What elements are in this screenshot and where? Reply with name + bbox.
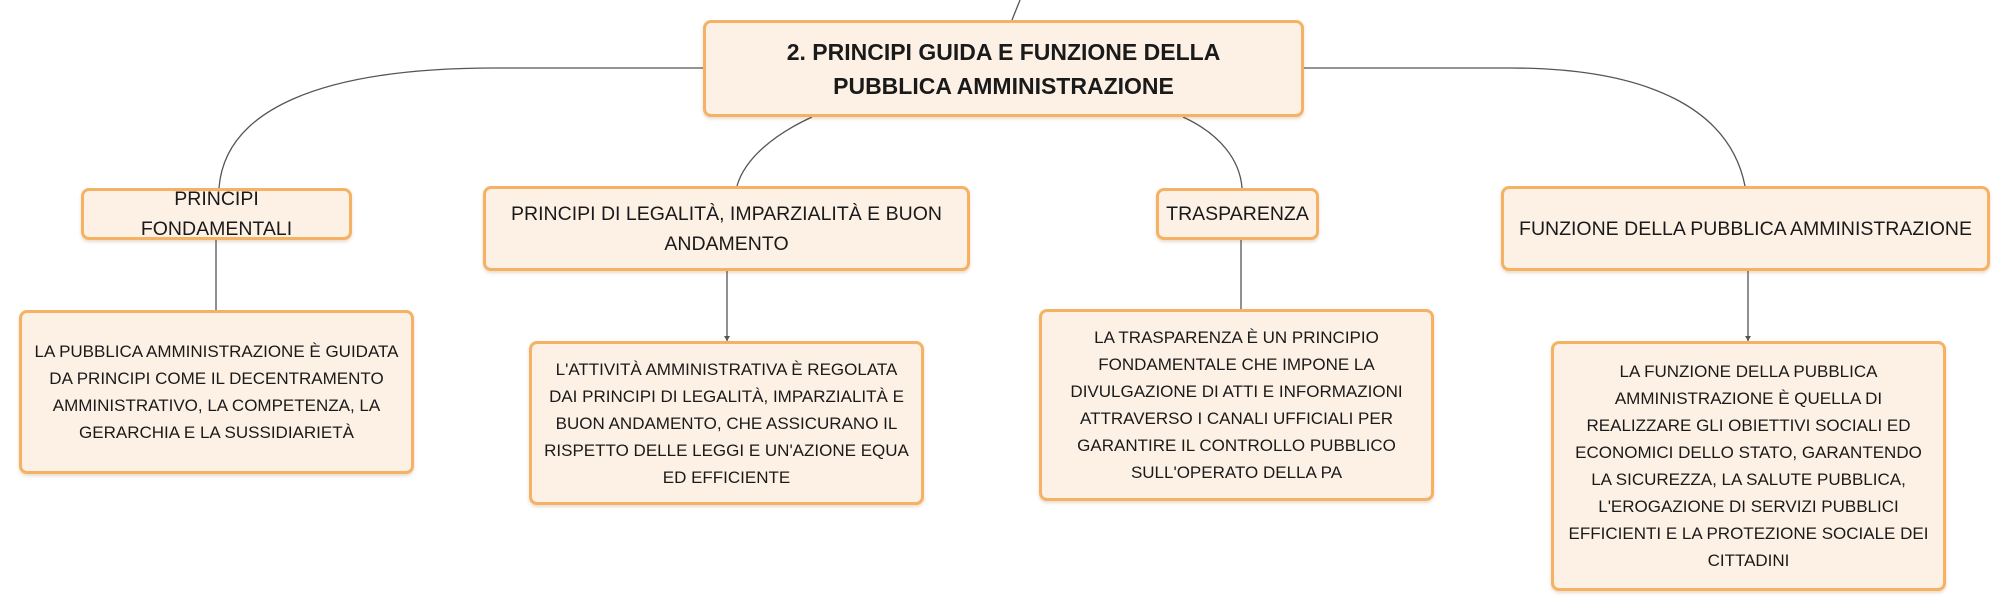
detail-node-legalita-imparzialita[interactable] [529, 341, 924, 505]
detail-node-principi-fondamentali[interactable] [19, 310, 414, 474]
branch-node-principi-fondamentali[interactable] [81, 188, 352, 240]
detail-node-funzione[interactable] [1551, 341, 1946, 591]
branch-node-trasparenza[interactable] [1156, 188, 1319, 240]
root-node[interactable] [703, 20, 1304, 117]
detail-text: LA TRASPARENZA È UN PRINCIPIO FONDAMENTALE CHE IMPONE LA DIVULGAZIONE DI ATTI E INFORMAZIONI ATTRAVERSO I CANALI UFFICIALI PER GARANTIRE IL CONTROLLO PUBBLICO SULL'OPERATO DELLA PA [1070, 328, 1403, 482]
connector-root-to-principi-fondamentali [219, 68, 703, 188]
connector-root-to-legalita [737, 117, 812, 186]
root-title: 2. PRINCIPI GUIDA E FUNZIONE DELLA PUBBLICA AMMINISTRAZIONE [786, 38, 1221, 99]
connector-root-to-funzione [1304, 68, 1745, 186]
detail-text: LA FUNZIONE DELLA PUBBLICA AMMINISTRAZIONE È QUELLA DI REALIZZARE GLI OBIETTIVI SOCIALI ED ECONOMICI DELLO STATO, GARANTENDO LA SICUREZZA, LA SALUTE PUBBLICA, L'EROGAZIONE DI SERVIZI PUBBLICI EFFICIENTI E LA PROTEZIONE SOCIALE DEI CITTADINI [1568, 362, 1929, 570]
connector-root-to-trasparenza [1183, 117, 1242, 188]
detail-text: L'ATTIVITÀ AMMINISTRATIVA È REGOLATA DAI PRINCIPI DI LEGALITÀ, IMPARZIALITÀ E BUON ANDAMENTO, CHE ASSICURANO IL RISPETTO DELLE LEGGI E UN'AZIONE EQUA ED EFFICIENTE [544, 359, 909, 487]
branch-label: PRINCIPI FONDAMENTALI [140, 188, 293, 240]
detail-text: LA PUBBLICA AMMINISTRAZIONE È GUIDATA DA PRINCIPI COME IL DECENTRAMENTO AMMINISTRATIVO, LA COMPETENZA, LA GERARCHIA E LA SUSSIDIARIETÀ [34, 342, 399, 442]
branch-label: PRINCIPI DI LEGALITÀ, IMPARZIALITÀ E BUON ANDAMENTO [511, 202, 942, 255]
connector-parent-to-root [1012, 0, 1020, 20]
branch-node-legalita-imparzialita[interactable] [483, 186, 970, 271]
branch-label: FUNZIONE DELLA PUBBLICA AMMINISTRAZIONE [1519, 217, 1972, 240]
branch-node-funzione[interactable] [1501, 186, 1990, 271]
detail-node-trasparenza[interactable] [1039, 309, 1434, 501]
branch-label: TRASPARENZA [1166, 203, 1309, 225]
